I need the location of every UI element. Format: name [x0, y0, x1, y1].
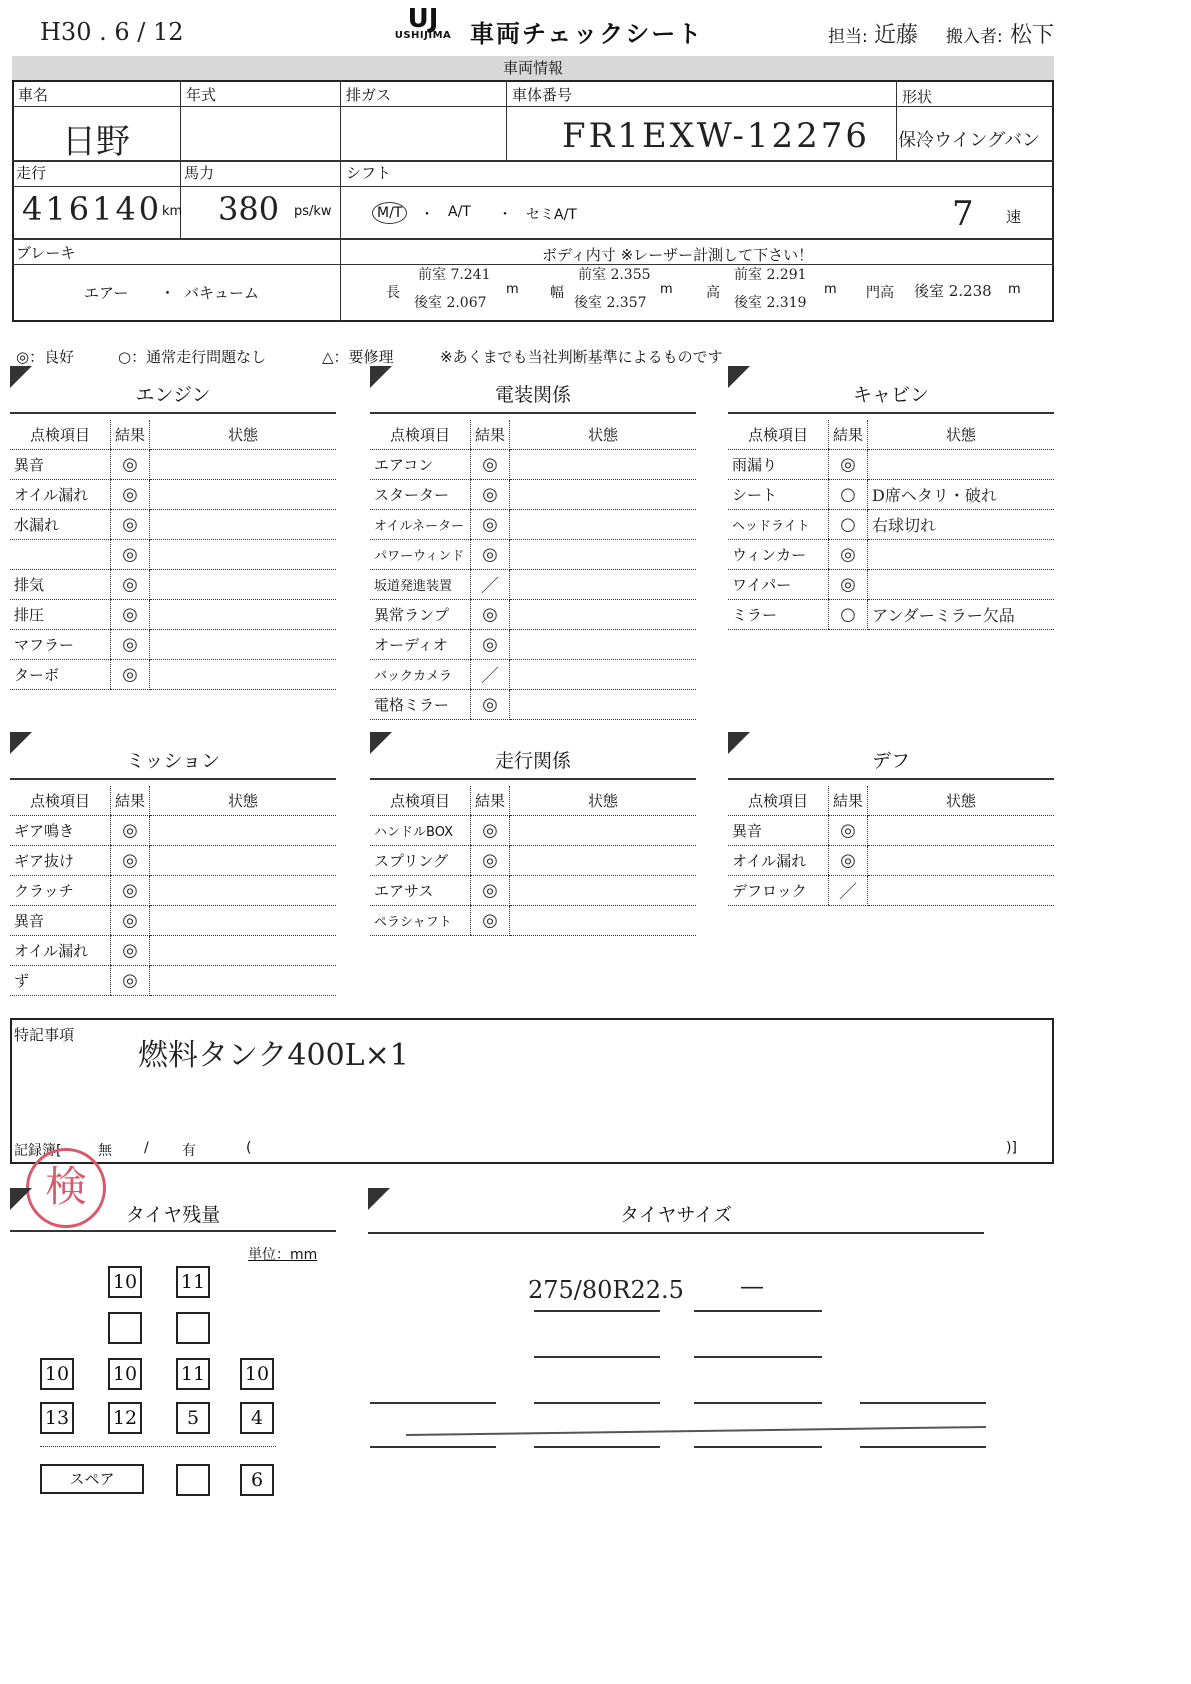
check-state: D席ヘタリ・破れ — [868, 480, 1055, 510]
check-state: アンダーミラー欠品 — [868, 600, 1055, 630]
door-height-label: 門高 — [866, 285, 894, 301]
check-item: 異常ランプ — [370, 600, 471, 630]
table-header — [728, 420, 1054, 450]
table-row — [10, 846, 336, 876]
check-result: ◎ — [829, 846, 868, 876]
col-state: 状態 — [150, 420, 337, 450]
power-value: 380 — [218, 190, 280, 228]
tire-spare-value: 6 — [240, 1464, 274, 1496]
mileage-unit: km — [162, 204, 183, 219]
check-result: ／ — [471, 570, 510, 600]
table-row — [728, 816, 1054, 846]
body-dimension-label: ボディ内寸 ※レーザー計測して下さい！ — [542, 246, 814, 264]
door-height-value: 後室 2.238 — [914, 282, 992, 300]
height-front: 前室 2.291 — [734, 267, 807, 283]
tire-spare-empty — [176, 1464, 210, 1496]
check-state — [150, 966, 337, 996]
shape-label: 形状 — [902, 88, 933, 106]
check-state — [150, 816, 337, 846]
brake-vacuum-option: バキューム — [184, 284, 260, 302]
check-item: ターボ — [10, 660, 111, 690]
check-item: オイルネーター — [370, 510, 471, 540]
check-item: 電格ミラー — [370, 690, 471, 720]
table-row — [10, 450, 336, 480]
inspection-stamp: 検 — [26, 1148, 106, 1228]
check-item: クラッチ — [10, 876, 111, 906]
table-row — [370, 630, 696, 660]
width-unit: m — [660, 282, 673, 297]
check-state — [150, 570, 337, 600]
person-label: 担当: — [828, 27, 868, 47]
table-row — [370, 876, 696, 906]
legend-ok: ○：通常走行問題なし — [118, 348, 267, 366]
check-result: ◎ — [829, 540, 868, 570]
check-result: ◎ — [111, 846, 150, 876]
inspection-date: H30 . 6 / 12 — [40, 18, 184, 46]
check-result: ◎ — [111, 540, 150, 570]
col-state: 状態 — [510, 420, 697, 450]
check-state — [868, 450, 1055, 480]
check-item: エアサス — [370, 876, 471, 906]
check-item: ギア抜け — [10, 846, 111, 876]
tire-size-front: 275/80R22.5 — [528, 1276, 684, 1304]
length-front: 前室 7.241 — [418, 267, 491, 283]
check-result: ◎ — [471, 876, 510, 906]
check-item: ハンドルBOX — [370, 816, 471, 846]
table-row — [10, 906, 336, 936]
section-mission — [10, 732, 336, 991]
section-diff — [728, 732, 1054, 903]
tire-size-front-dash: — — [740, 1272, 764, 1300]
check-result: ◎ — [471, 846, 510, 876]
table-row — [728, 540, 1054, 570]
width-rear: 後室 2.357 — [574, 295, 647, 311]
table-row — [10, 480, 336, 510]
power-label: 馬力 — [184, 164, 215, 182]
check-result: ◎ — [111, 936, 150, 966]
col-state: 状態 — [510, 786, 697, 816]
check-state — [510, 660, 697, 690]
tire-unit: 単位：mm — [248, 1247, 318, 1263]
shift-semi-option: セミA/T — [526, 207, 577, 223]
tire-r3-3: 11 — [176, 1358, 210, 1390]
tire-r4-2: 12 — [108, 1402, 142, 1434]
check-item: オイル漏れ — [728, 846, 829, 876]
table-row — [370, 480, 696, 510]
record-label: 記録簿[ — [14, 1143, 62, 1159]
check-item: オーディオ — [370, 630, 471, 660]
check-state — [868, 816, 1055, 846]
table-row — [728, 876, 1054, 906]
tire-second-left — [108, 1312, 142, 1344]
col-result: 結果 — [471, 786, 510, 816]
check-state — [510, 690, 697, 720]
speeds-unit: 速 — [1006, 208, 1022, 226]
check-item: デフロック — [728, 876, 829, 906]
check-result: ◎ — [471, 450, 510, 480]
col-result: 結果 — [111, 786, 150, 816]
section-cabin — [728, 366, 1054, 625]
check-state — [510, 570, 697, 600]
check-result: ○ — [829, 480, 868, 510]
check-state — [150, 600, 337, 630]
notes-value: 燃料タンク400L×1 — [138, 1038, 409, 1073]
section-title: エンジン — [135, 384, 211, 406]
notes-box — [10, 1018, 1054, 1164]
check-item: 異音 — [10, 450, 111, 480]
check-state — [868, 846, 1055, 876]
check-item: スターター — [370, 480, 471, 510]
col-item: 点検項目 — [10, 786, 111, 816]
check-state — [510, 450, 697, 480]
check-item: シート — [728, 480, 829, 510]
width-label: 幅 — [550, 285, 564, 301]
check-result: ○ — [829, 600, 868, 630]
check-state — [510, 816, 697, 846]
legend-note: ※あくまでも当社判断基準によるものです — [440, 348, 723, 366]
check-item: 水漏れ — [10, 510, 111, 540]
table-row — [370, 906, 696, 936]
check-item: 雨漏り — [728, 450, 829, 480]
length-unit: m — [506, 282, 519, 297]
col-result: 結果 — [111, 420, 150, 450]
col-result: 結果 — [829, 420, 868, 450]
table-row — [370, 690, 696, 720]
check-result: ◎ — [111, 450, 150, 480]
tire-remaining-title: タイヤ残量 — [125, 1204, 221, 1226]
check-result: ◎ — [111, 480, 150, 510]
height-rear: 後室 2.319 — [734, 295, 807, 311]
check-item: ギア鳴き — [10, 816, 111, 846]
tire-r4-3: 5 — [176, 1402, 210, 1434]
table-row — [728, 480, 1054, 510]
record-paren-open: ( — [246, 1140, 252, 1156]
check-result: ／ — [471, 660, 510, 690]
shift-dot-2: ・ — [498, 207, 512, 223]
col-result: 結果 — [471, 420, 510, 450]
table-row — [10, 570, 336, 600]
section-title: デフ — [871, 750, 910, 772]
importer-value: 松下 — [1010, 23, 1055, 48]
table-row — [10, 600, 336, 630]
check-state — [868, 876, 1055, 906]
mileage-label: 走行 — [16, 164, 47, 182]
check-result: ◎ — [111, 510, 150, 540]
logo-text: USHIJIMA — [394, 30, 452, 41]
check-item: オイル漏れ — [10, 480, 111, 510]
check-result: ◎ — [471, 510, 510, 540]
table-row — [370, 540, 696, 570]
page-title: 車両チェックシート — [470, 20, 704, 48]
check-state — [150, 450, 337, 480]
table-row — [728, 510, 1054, 540]
check-table — [728, 420, 1054, 630]
brake-air-option: エアー — [84, 284, 129, 302]
tire-r4-4: 4 — [240, 1402, 274, 1434]
col-item: 点検項目 — [728, 420, 829, 450]
table-row — [370, 510, 696, 540]
table-row — [728, 846, 1054, 876]
check-result: ◎ — [111, 630, 150, 660]
check-state — [868, 540, 1055, 570]
check-result: ／ — [829, 876, 868, 906]
check-item: マフラー — [10, 630, 111, 660]
table-row — [370, 600, 696, 630]
check-result: ◎ — [111, 816, 150, 846]
tire-r3-4: 10 — [240, 1358, 274, 1390]
brake-label: ブレーキ — [16, 244, 76, 262]
col-item: 点検項目 — [10, 420, 111, 450]
person-value: 近藤 — [874, 23, 919, 48]
section-title: 電装関係 — [494, 384, 571, 406]
length-label: 長 — [386, 285, 400, 301]
table-row — [728, 600, 1054, 630]
check-result: ◎ — [471, 480, 510, 510]
notes-label: 特記事項 — [14, 1026, 75, 1044]
check-state — [150, 540, 337, 570]
tire-r4-1: 13 — [40, 1402, 74, 1434]
record-yes-option: 有 — [182, 1143, 196, 1159]
check-table — [728, 786, 1054, 906]
table-row — [370, 846, 696, 876]
check-state — [150, 936, 337, 966]
check-state — [510, 510, 697, 540]
section-title: キャビン — [852, 384, 929, 406]
check-state — [868, 570, 1055, 600]
check-state — [150, 660, 337, 690]
check-item: オイル漏れ — [10, 936, 111, 966]
height-unit: m — [824, 282, 837, 297]
table-row — [10, 876, 336, 906]
spare-label: スペア — [40, 1464, 144, 1494]
record-none-option: 無 — [98, 1143, 112, 1159]
check-table — [10, 786, 336, 996]
height-label: 高 — [706, 285, 720, 301]
section-engine — [10, 366, 336, 685]
col-result: 結果 — [829, 786, 868, 816]
check-table — [370, 786, 696, 936]
shift-at-option: A/T — [448, 204, 471, 220]
col-state: 状態 — [868, 786, 1055, 816]
check-result: ◎ — [471, 600, 510, 630]
check-result: ◎ — [111, 570, 150, 600]
check-item: 排気 — [10, 570, 111, 600]
shift-mt-option: M/T — [372, 202, 407, 224]
tire-second-right — [176, 1312, 210, 1344]
check-state — [150, 846, 337, 876]
speeds-value: 7 — [952, 194, 974, 234]
check-item — [10, 540, 111, 570]
year-label: 年式 — [186, 86, 217, 104]
check-state — [510, 600, 697, 630]
car-name-label: 車名 — [18, 86, 49, 104]
check-item: 異音 — [728, 816, 829, 846]
check-result: ◎ — [471, 540, 510, 570]
check-result: ◎ — [829, 450, 868, 480]
table-row — [728, 570, 1054, 600]
legend-repair: △：要修理 — [322, 348, 394, 366]
table-header — [10, 786, 336, 816]
car-name-value: 日野 — [62, 122, 130, 162]
mileage-value: 416140 — [22, 190, 163, 228]
door-height-unit: m — [1008, 282, 1021, 297]
brake-dot: ・ — [160, 284, 176, 302]
table-row — [10, 510, 336, 540]
power-unit: ps/kw — [294, 204, 332, 219]
legend-good: ◎：良好 — [16, 348, 75, 366]
tire-r3-2: 10 — [108, 1358, 142, 1390]
table-header — [728, 786, 1054, 816]
table-row — [10, 816, 336, 846]
tire-front-right: 11 — [176, 1266, 210, 1298]
chassis-value: FR1EXW-12276 — [562, 116, 870, 156]
section-title: 走行関係 — [494, 750, 571, 772]
check-result: ◎ — [111, 600, 150, 630]
table-row — [370, 570, 696, 600]
tire-front-left: 10 — [108, 1266, 142, 1298]
check-state — [510, 906, 697, 936]
vehicle-info-grid — [12, 56, 1054, 322]
check-item: ワイパー — [728, 570, 829, 600]
table-row — [10, 660, 336, 690]
tire-size-title: タイヤサイズ — [619, 1204, 733, 1226]
table-row — [10, 936, 336, 966]
table-header — [10, 420, 336, 450]
check-state — [510, 846, 697, 876]
record-slash: / — [144, 1140, 149, 1156]
check-result: ◎ — [111, 660, 150, 690]
check-result: ◎ — [111, 966, 150, 996]
check-item: ヘッドライト — [728, 510, 829, 540]
exhaust-label: 排ガス — [346, 86, 392, 104]
company-logo — [388, 4, 458, 41]
col-item: 点検項目 — [370, 786, 471, 816]
check-item: バックカメラ — [370, 660, 471, 690]
check-state — [150, 480, 337, 510]
check-state — [150, 876, 337, 906]
length-rear: 後室 2.067 — [414, 295, 487, 311]
check-state — [510, 876, 697, 906]
shift-label: シフト — [346, 164, 392, 182]
shape-value: 保冷ウイングバン — [898, 130, 1041, 151]
table-header — [370, 420, 696, 450]
check-result: ◎ — [829, 816, 868, 846]
check-result: ◎ — [471, 816, 510, 846]
check-item: ペラシャフト — [370, 906, 471, 936]
check-table — [10, 420, 336, 690]
check-result: ○ — [829, 510, 868, 540]
check-result: ◎ — [111, 906, 150, 936]
check-result: ◎ — [471, 906, 510, 936]
check-item: 坂道発進装置 — [370, 570, 471, 600]
col-state: 状態 — [868, 420, 1055, 450]
check-item: ず — [10, 966, 111, 996]
col-item: 点検項目 — [728, 786, 829, 816]
check-state — [150, 510, 337, 540]
vehicle-info-title: 車両情報 — [12, 56, 1054, 80]
table-row — [10, 540, 336, 570]
check-state: 右球切れ — [868, 510, 1055, 540]
width-front: 前室 2.355 — [578, 267, 651, 283]
check-table — [370, 420, 696, 720]
check-item: ミラー — [728, 600, 829, 630]
shift-dot-1: ・ — [420, 207, 434, 223]
check-state — [510, 480, 697, 510]
check-state — [510, 630, 697, 660]
chassis-label: 車体番号 — [512, 86, 573, 104]
section-electrical — [370, 366, 696, 715]
check-state — [150, 906, 337, 936]
logo-mark: UJ — [407, 4, 439, 34]
section-title: ミッション — [125, 750, 221, 772]
record-close: )] — [1006, 1140, 1017, 1156]
check-item: スプリング — [370, 846, 471, 876]
check-state — [150, 630, 337, 660]
check-result: ◎ — [471, 690, 510, 720]
check-result: ◎ — [111, 876, 150, 906]
check-state — [510, 540, 697, 570]
check-item: エアコン — [370, 450, 471, 480]
table-header — [370, 786, 696, 816]
table-row — [728, 450, 1054, 480]
check-result: ◎ — [829, 570, 868, 600]
check-result: ◎ — [471, 630, 510, 660]
table-row — [370, 660, 696, 690]
col-item: 点検項目 — [370, 420, 471, 450]
table-row — [370, 450, 696, 480]
table-row — [10, 630, 336, 660]
table-row — [370, 816, 696, 846]
check-item: パワーウィンド — [370, 540, 471, 570]
importer-label: 搬入者: — [946, 27, 1003, 47]
tire-r3-1: 10 — [40, 1358, 74, 1390]
check-item: 異音 — [10, 906, 111, 936]
section-running — [370, 732, 696, 931]
check-item: ウィンカー — [728, 540, 829, 570]
col-state: 状態 — [150, 786, 337, 816]
check-item: 排圧 — [10, 600, 111, 630]
table-row — [10, 966, 336, 996]
